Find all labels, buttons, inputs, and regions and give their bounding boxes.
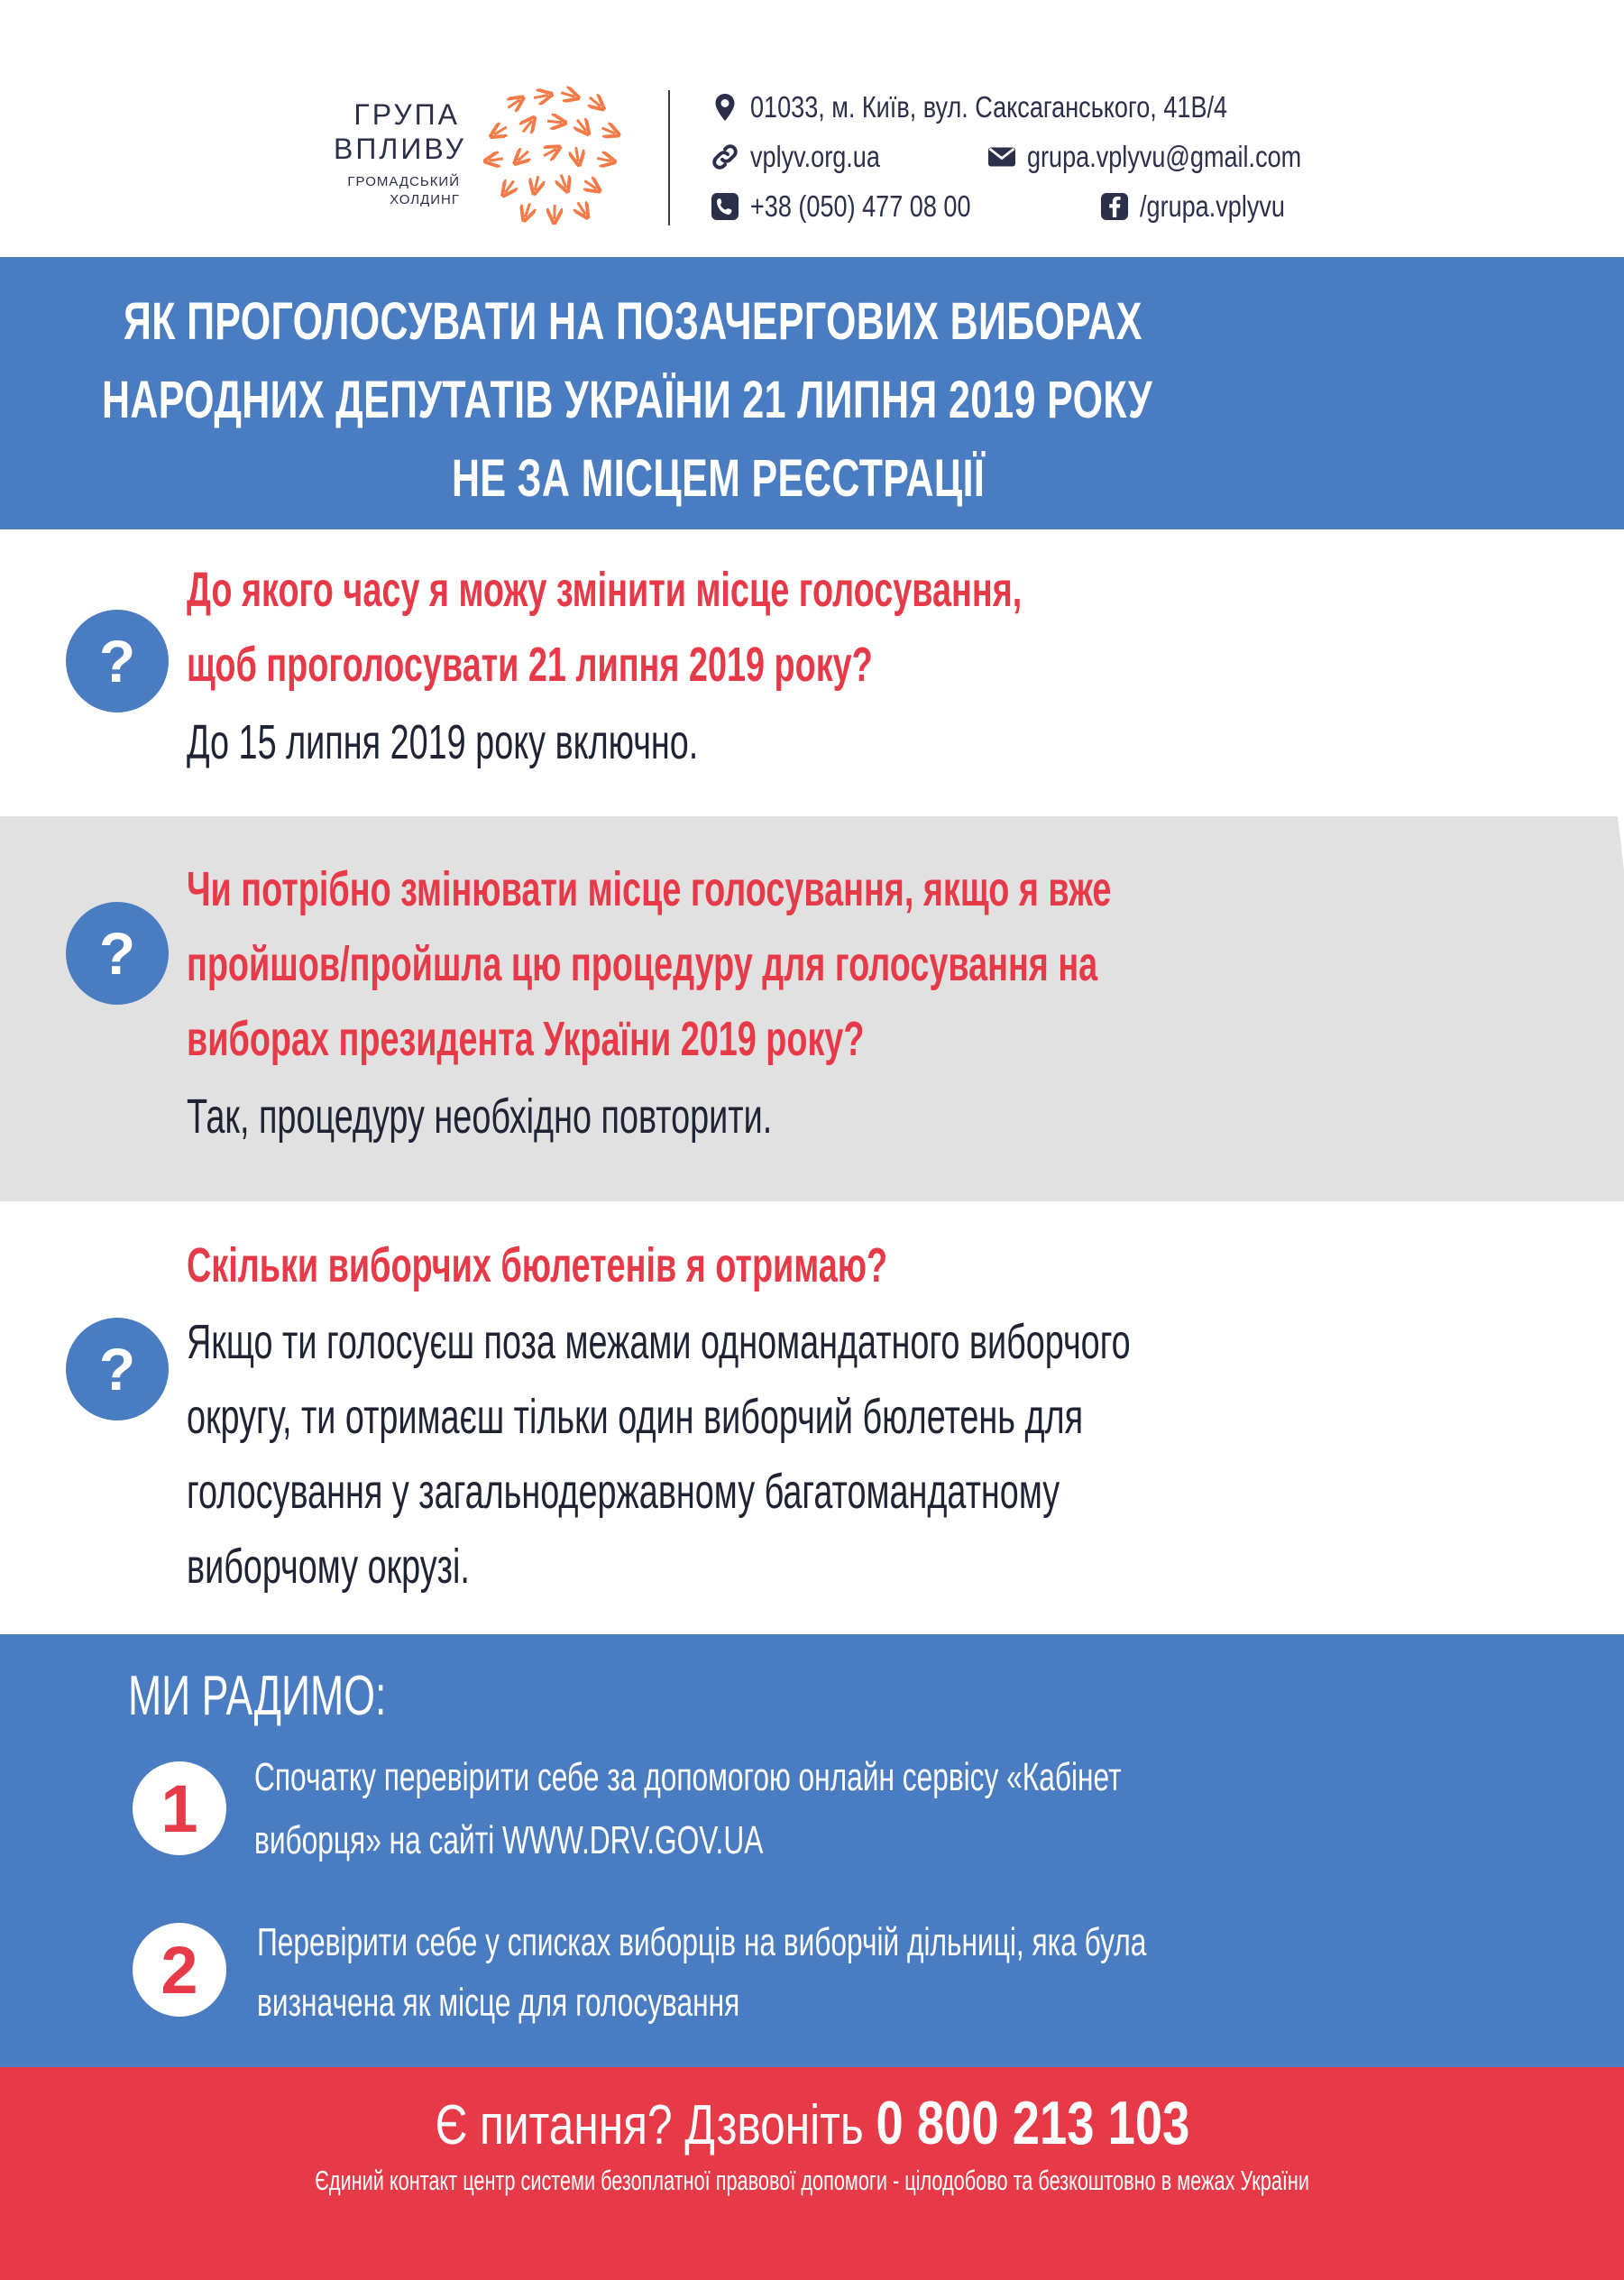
answer-3-line-1: Якщо ти голосуєш поза межами одномандатного виборчого bbox=[187, 1315, 1131, 1369]
question-icon: ? bbox=[66, 610, 169, 712]
contact-website[interactable] bbox=[709, 140, 908, 174]
question-2-line-2: пройшов/пройшла цю процедуру для голосування на bbox=[187, 937, 1098, 991]
address-text: 01033, м. Київ, вул. Саксаганського, 41В/4 bbox=[750, 90, 1228, 124]
hotline-line bbox=[0, 2088, 1624, 2158]
contact-email[interactable] bbox=[986, 140, 1362, 174]
number-badge-1: 1 bbox=[133, 1761, 226, 1855]
answer-3-line-3: голосування у загальнодержавному багатомандатному bbox=[187, 1465, 1060, 1519]
question-icon: ? bbox=[66, 1318, 169, 1420]
header bbox=[0, 0, 1624, 257]
title-line-2 bbox=[0, 370, 1624, 430]
website-text[interactable]: vplyv.org.ua bbox=[750, 140, 880, 173]
recommendations-title: МИ РАДИМО: bbox=[128, 1665, 387, 1727]
title-line-1 bbox=[0, 291, 1624, 352]
contact-address bbox=[709, 90, 1332, 124]
recommendation-1-line-1: Спочатку перевірити себе за допомогою онлайн сервісу «Кабінет bbox=[254, 1755, 1122, 1799]
question-2-line-3: виборах президента України 2019 року? bbox=[187, 1012, 865, 1066]
phone-icon bbox=[709, 190, 741, 223]
facebook-text[interactable]: /grupa.vplyvu bbox=[1140, 189, 1285, 223]
title-line-3-text: НЕ ЗА МІСЦЕМ РЕЄСТРАЦІЇ bbox=[452, 449, 986, 508]
logo-line1: ГРУПА bbox=[353, 98, 460, 131]
hotline-note: Єдиний контакт центр системи безоплатної правової допомоги - цілодобово та безкоштовно в межах України bbox=[315, 2165, 1309, 2196]
link-icon bbox=[709, 141, 741, 173]
logo-sub2: ХОЛДИНГ bbox=[390, 192, 460, 207]
answer-2-line-1: Так, процедуру необхідно повторити. bbox=[187, 1089, 773, 1144]
logo-line2: ВПЛИВУ bbox=[334, 133, 466, 165]
email-text[interactable]: grupa.vplyvu@gmail.com bbox=[1027, 140, 1302, 173]
answer-1-line-1: До 15 липня 2019 року включно. bbox=[187, 715, 699, 769]
number-badge-2: 2 bbox=[133, 1923, 226, 2017]
contact-facebook[interactable] bbox=[1098, 189, 1317, 224]
phone-text[interactable]: +38 (050) 477 08 00 bbox=[750, 189, 971, 223]
logo-arrows-icon bbox=[478, 86, 640, 230]
hotline-question: Є питання? Дзвоніть bbox=[435, 2094, 864, 2156]
envelope-icon bbox=[986, 141, 1018, 173]
answer-3-line-4: виборчому окрузі. bbox=[187, 1540, 470, 1594]
question-icon: ? bbox=[66, 902, 169, 1005]
title-line-2-text: НАРОДНИХ ДЕПУТАТІВ УКРАЇНИ 21 ЛИПНЯ 2019 РОКУ bbox=[102, 371, 1153, 429]
hotline-text bbox=[435, 2088, 1189, 2158]
hotline-phone[interactable]: 0 800 213 103 bbox=[875, 2089, 1189, 2157]
header-divider bbox=[668, 90, 670, 225]
location-pin-icon bbox=[709, 91, 741, 124]
question-1-line-1: До якого часу я можу змінити місце голосування, bbox=[187, 563, 1023, 617]
answer-3-line-2: округу, ти отримаєш тільки один виборчий бюлетень для bbox=[187, 1390, 1084, 1444]
title-line-3 bbox=[0, 448, 1624, 509]
question-3-line-1: Скільки виборчих бюлетенів я отримаю? bbox=[187, 1238, 888, 1292]
recommendation-2-line-1: Перевірити себе у списках виборців на виборчій дільниці, яка була bbox=[257, 1920, 1147, 1964]
logo-text bbox=[334, 97, 466, 209]
facebook-icon bbox=[1098, 190, 1131, 223]
contact-phone[interactable] bbox=[709, 189, 1019, 224]
logo-sub1: ГРОМАДСЬКИЙ bbox=[347, 174, 460, 189]
title-line-1-text: ЯК ПРОГОЛОСУВАТИ НА ПОЗАЧЕРГОВИХ ВИБОРАХ bbox=[124, 292, 1142, 351]
recommendation-2-line-2: визначена як місце для голосування bbox=[257, 1981, 740, 2025]
question-1-line-2: щоб проголосувати 21 липня 2019 року? bbox=[187, 638, 873, 692]
question-2-line-1: Чи потрібно змінювати місце голосування, якщо я вже bbox=[187, 862, 1112, 916]
recommendation-1-line-2: виборця» на сайті WWW.DRV.GOV.UA bbox=[254, 1818, 764, 1862]
